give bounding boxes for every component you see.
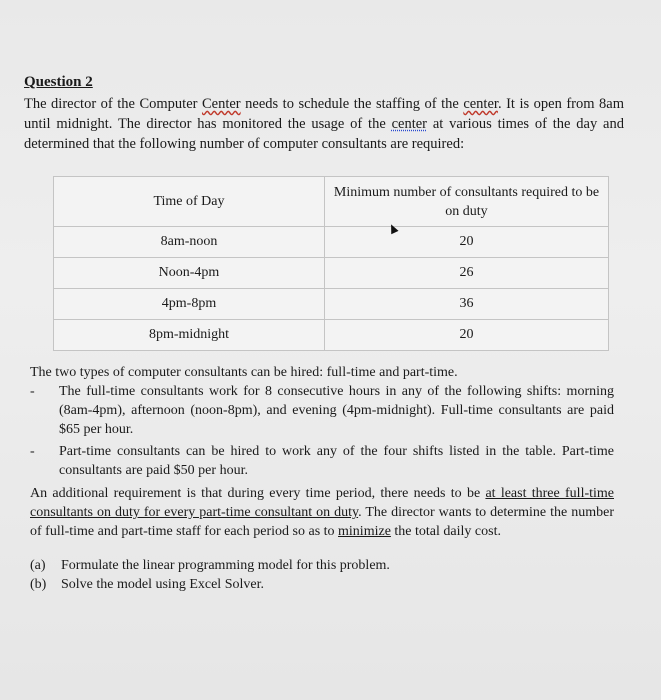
row-min: 20 — [325, 320, 609, 351]
bullet-dash: - — [30, 384, 35, 399]
part-text: Formulate the linear programming model for this problem. — [61, 558, 390, 573]
req-underlined-minimize: minimize — [338, 524, 391, 539]
table-row — [54, 289, 609, 320]
question-title: Question 2 — [24, 74, 93, 90]
part-a — [30, 556, 390, 575]
header-min-consultants: Minimum number of consultants required to be on duty — [325, 177, 609, 227]
part-label: (b) — [30, 577, 47, 592]
question-parts — [30, 556, 390, 594]
req-text-3: the total daily cost. — [390, 524, 501, 539]
requirement-paragraph — [30, 484, 614, 541]
table-row — [54, 227, 609, 258]
table-header-row — [54, 177, 609, 227]
intro-text-3: . It is open from 8am until midnight. The director has monitored the usage of the — [24, 96, 624, 132]
intro-center-2: center — [391, 116, 428, 132]
bullet-full-time-text: The full-time consultants work for 8 consecutive hours in any of the following shifts: morning (8am-4pm), afternoon (noon-8pm), and evening (4pm-midnight). Full-time consultants are paid $65 per hour. — [59, 384, 614, 437]
req-text-2: . The director wants to determine the number of full-time and part-time staff for each period so as to — [30, 505, 614, 539]
table-row — [54, 258, 609, 289]
intro-paragraph — [24, 94, 624, 154]
intro-text-1: The director of the Computer — [24, 96, 202, 112]
bullet-full-time — [30, 382, 614, 439]
row-time: 8pm-midnight — [54, 320, 325, 351]
intro-center-1: center — [463, 96, 498, 112]
row-min: 26 — [325, 258, 609, 289]
part-label: (a) — [30, 558, 46, 573]
part-text: Solve the model using Excel Solver. — [61, 577, 264, 592]
row-time: 8am-noon — [54, 227, 325, 258]
intro-center-cap: Center — [201, 96, 241, 112]
req-text-1: An additional requirement is that during every time period, there needs to be — [30, 486, 486, 501]
bullet-part-time — [30, 442, 614, 480]
header-time-of-day: Time of Day — [54, 177, 325, 227]
row-min: 20 — [325, 227, 609, 258]
req-underlined-ratio: at least three full-time consultants on duty for every part-time consultant on duty — [30, 486, 614, 520]
table-row — [54, 320, 609, 351]
bullet-part-time-text: Part-time consultants can be hired to work any of the four shifts listed in the table. Part-time consultants are paid $50 per hour. — [59, 444, 614, 478]
row-time: Noon-4pm — [54, 258, 325, 289]
part-b — [30, 575, 390, 594]
intro-text-2: needs to schedule the staffing of the — [240, 96, 464, 112]
row-min: 36 — [325, 289, 609, 320]
bullet-dash: - — [30, 444, 35, 459]
consultant-types-text: The two types of computer consultants can be hired: full-time and part-time. — [30, 365, 458, 380]
intro-text-4: at various times of the day and determined that the following number of computer consultants are required: — [24, 116, 624, 152]
row-time: 4pm-8pm — [54, 289, 325, 320]
staffing-table — [53, 176, 609, 351]
